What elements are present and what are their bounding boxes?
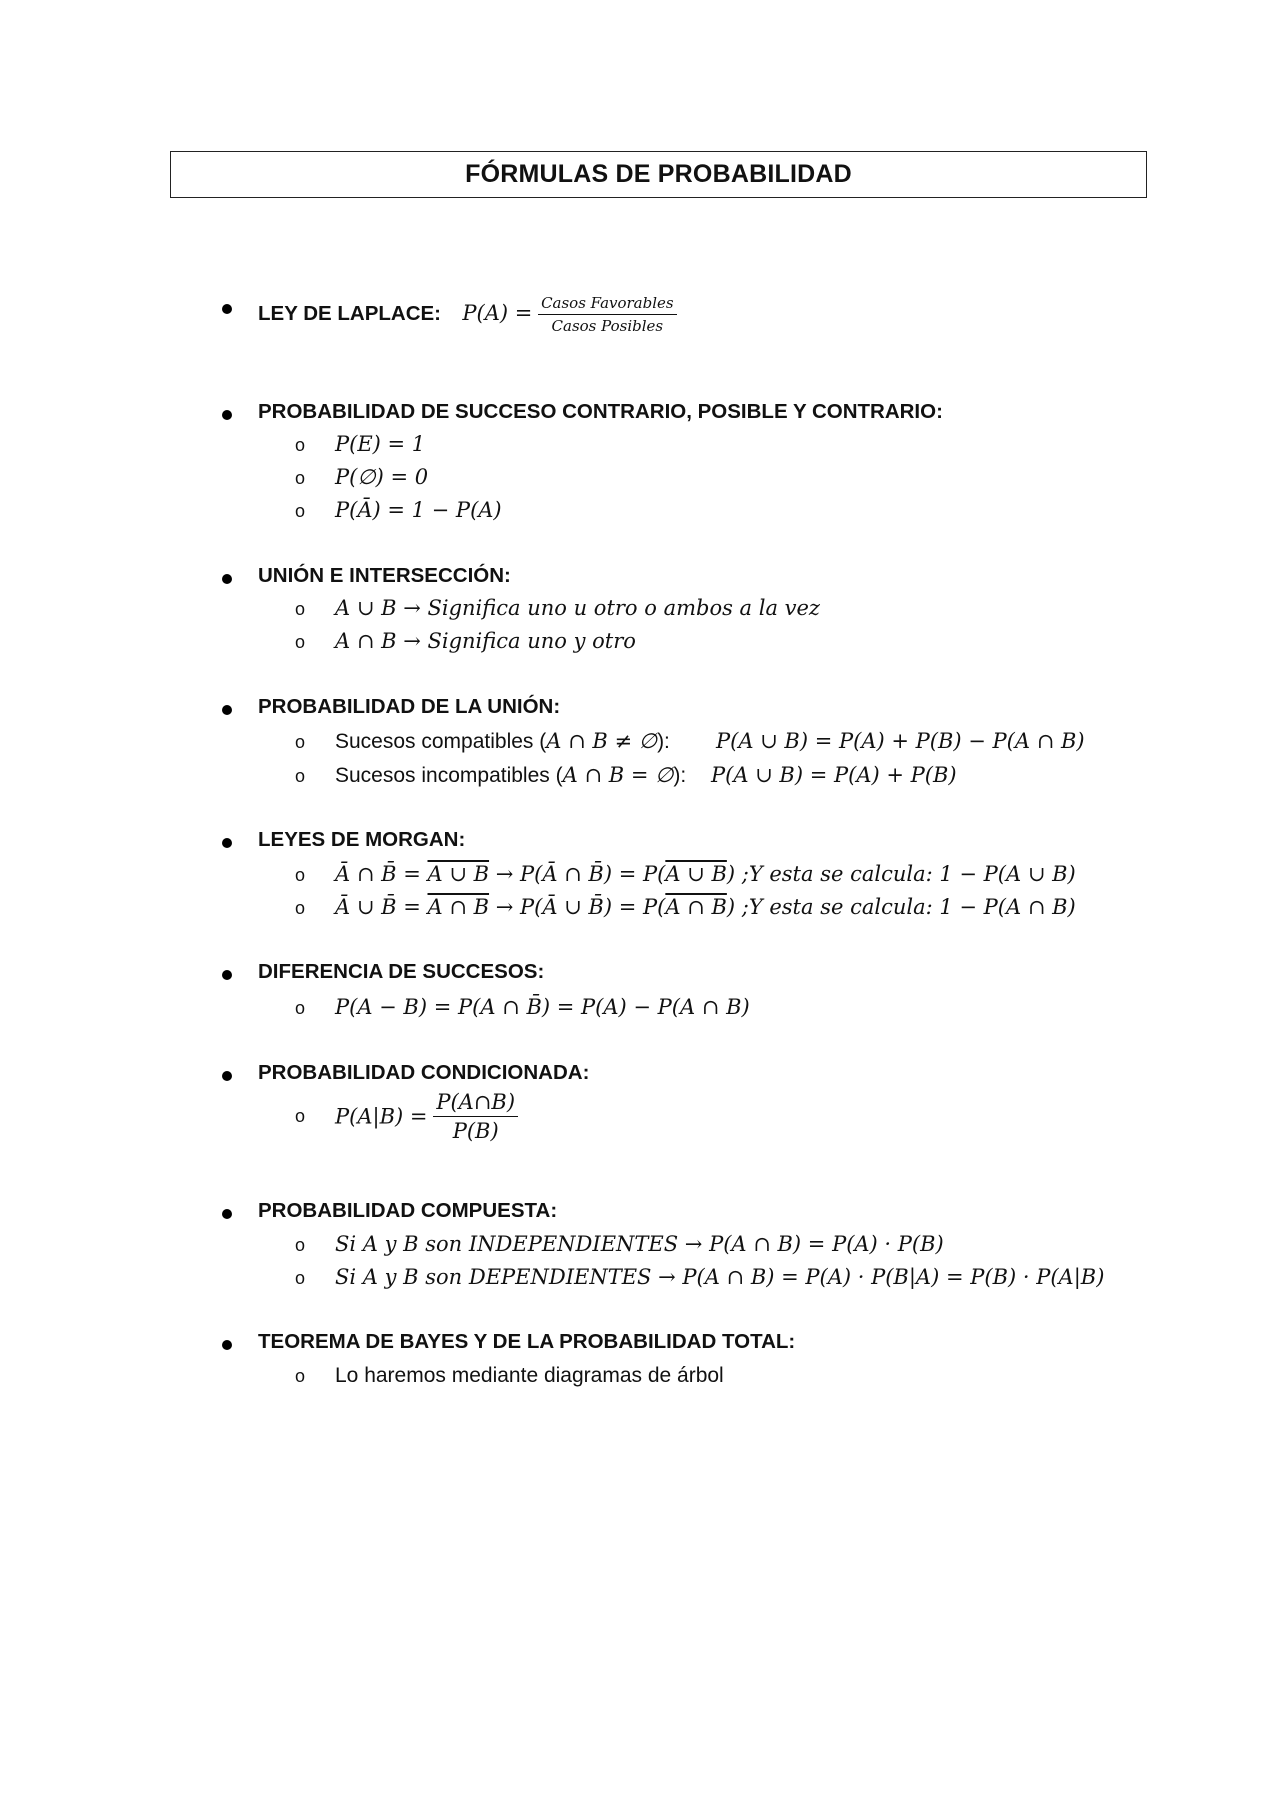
circle-bullet-icon: o	[295, 865, 306, 885]
circle-bullet-icon: o	[295, 732, 306, 752]
formula: Si A y B son DEPENDIENTES → P(A ∩ B) = P(A) · P(B|A) = P(B) · P(A|B)	[335, 1265, 1105, 1289]
list-item	[295, 629, 636, 654]
list-item	[295, 895, 1076, 920]
incompatibles-label: Sucesos incompatibles (	[335, 764, 563, 787]
bullet-icon	[222, 410, 232, 420]
bayes-text: Lo haremos mediante diagramas de árbol	[335, 1364, 724, 1387]
laplace-lhs: P(A) =	[462, 300, 533, 325]
circle-bullet-icon: o	[295, 998, 306, 1018]
diferencia-heading: DIFERENCIA DE SUCCESOS:	[258, 960, 545, 983]
prob-union-heading: PROBABILIDAD DE LA UNIÓN:	[258, 695, 561, 718]
list-item	[295, 995, 750, 1020]
bullet-icon	[222, 838, 232, 848]
formula: P(E) = 1	[335, 432, 426, 456]
laplace-heading: LEY DE LAPLACE:	[258, 301, 441, 325]
circle-bullet-icon: o	[295, 599, 306, 619]
circle-bullet-icon: o	[295, 766, 306, 786]
circle-bullet-icon: o	[295, 1106, 306, 1126]
condicionada-lhs: P(A|B) =	[335, 1104, 428, 1129]
formula: A ∩ B → Significa uno y otro	[335, 629, 636, 653]
list-item	[295, 862, 1076, 887]
contrario-heading: PROBABILIDAD DE SUCCESO CONTRARIO, POSIBLE Y CONTRARIO:	[258, 400, 943, 423]
compatibles-condition: A ∩ B ≠ ∅	[546, 729, 658, 753]
bayes-heading: TEOREMA DE BAYES Y DE LA PROBABILIDAD TOTAL:	[258, 1330, 796, 1353]
circle-bullet-icon: o	[295, 435, 306, 455]
list-item	[295, 596, 820, 621]
morgan-formula-2: Ā ∪ B̄ = A ∩ B → P(Ā ∪ B̄) = P(A ∩ B) ;Y esta se calcula: 1 − P(A ∩ B)	[335, 895, 1076, 919]
circle-bullet-icon: o	[295, 632, 306, 652]
circle-bullet-icon: o	[295, 1235, 306, 1255]
morgan-heading: LEYES DE MORGAN:	[258, 828, 466, 851]
laplace-section	[258, 294, 677, 335]
compuesta-heading: PROBABILIDAD COMPUESTA:	[258, 1199, 558, 1222]
condicionada-denominator: P(B)	[452, 1119, 499, 1143]
laplace-denominator: Casos Posibles	[551, 317, 664, 335]
circle-bullet-icon: o	[295, 1268, 306, 1288]
circle-bullet-icon: o	[295, 468, 306, 488]
formula: Si A y B son INDEPENDIENTES → P(A ∩ B) = P(A) · P(B)	[335, 1232, 944, 1256]
list-item	[295, 1364, 724, 1388]
list-item: o Sucesos compatibles (A ∩ B ≠ ∅): P(A ∪ B) = P(A) + P(B) − P(A ∩ B)	[295, 729, 1085, 753]
formula: A ∪ B → Significa uno u otro o ambos a la vez	[335, 596, 820, 620]
list-item	[295, 1232, 944, 1257]
bullet-icon	[222, 574, 232, 584]
list-item	[295, 1090, 518, 1143]
list-item	[295, 465, 428, 490]
circle-bullet-icon: o	[295, 1366, 306, 1386]
morgan-formula-1: Ā ∩ B̄ = A ∪ B → P(Ā ∩ B̄) = P(A ∪ B) ;Y esta se calcula: 1 − P(A ∪ B)	[335, 862, 1076, 886]
circle-bullet-icon: o	[295, 501, 306, 521]
bullet-icon	[222, 705, 232, 715]
compatibles-formula: P(A ∪ B) = P(A) + P(B) − P(A ∩ B)	[716, 729, 1085, 753]
list-item	[295, 432, 425, 457]
bullet-icon	[222, 1340, 232, 1350]
list-item	[295, 498, 502, 523]
condicionada-heading: PROBABILIDAD CONDICIONADA:	[258, 1061, 590, 1084]
union-interseccion-heading: UNIÓN E INTERSECCIÓN:	[258, 564, 511, 587]
title-box	[170, 151, 1147, 198]
formula: P(A − B) = P(A ∩ B̄) = P(A) − P(A ∩ B)	[335, 995, 750, 1019]
formula: P(∅) = 0	[335, 465, 429, 489]
page-title: FÓRMULAS DE PROBABILIDAD	[465, 160, 852, 188]
condicionada-fraction	[433, 1090, 518, 1143]
bullet-icon	[222, 970, 232, 980]
bullet-icon	[222, 304, 232, 314]
list-item	[295, 1265, 1104, 1290]
list-item: o Sucesos incompatibles (A ∩ B = ∅): P(A ∪ B) = P(A) + P(B)	[295, 763, 957, 787]
compatibles-label: Sucesos compatibles (	[335, 730, 547, 753]
incompatibles-formula: P(A ∪ B) = P(A) + P(B)	[711, 763, 957, 787]
bullet-icon	[222, 1209, 232, 1219]
circle-bullet-icon: o	[295, 898, 306, 918]
condicionada-numerator: P(A∩B)	[433, 1090, 518, 1117]
laplace-fraction	[538, 294, 677, 335]
bullet-icon	[222, 1071, 232, 1081]
laplace-numerator: Casos Favorables	[538, 294, 677, 315]
formula: P(Ā) = 1 − P(A)	[335, 498, 502, 522]
incompatibles-condition: A ∩ B = ∅	[562, 763, 674, 787]
